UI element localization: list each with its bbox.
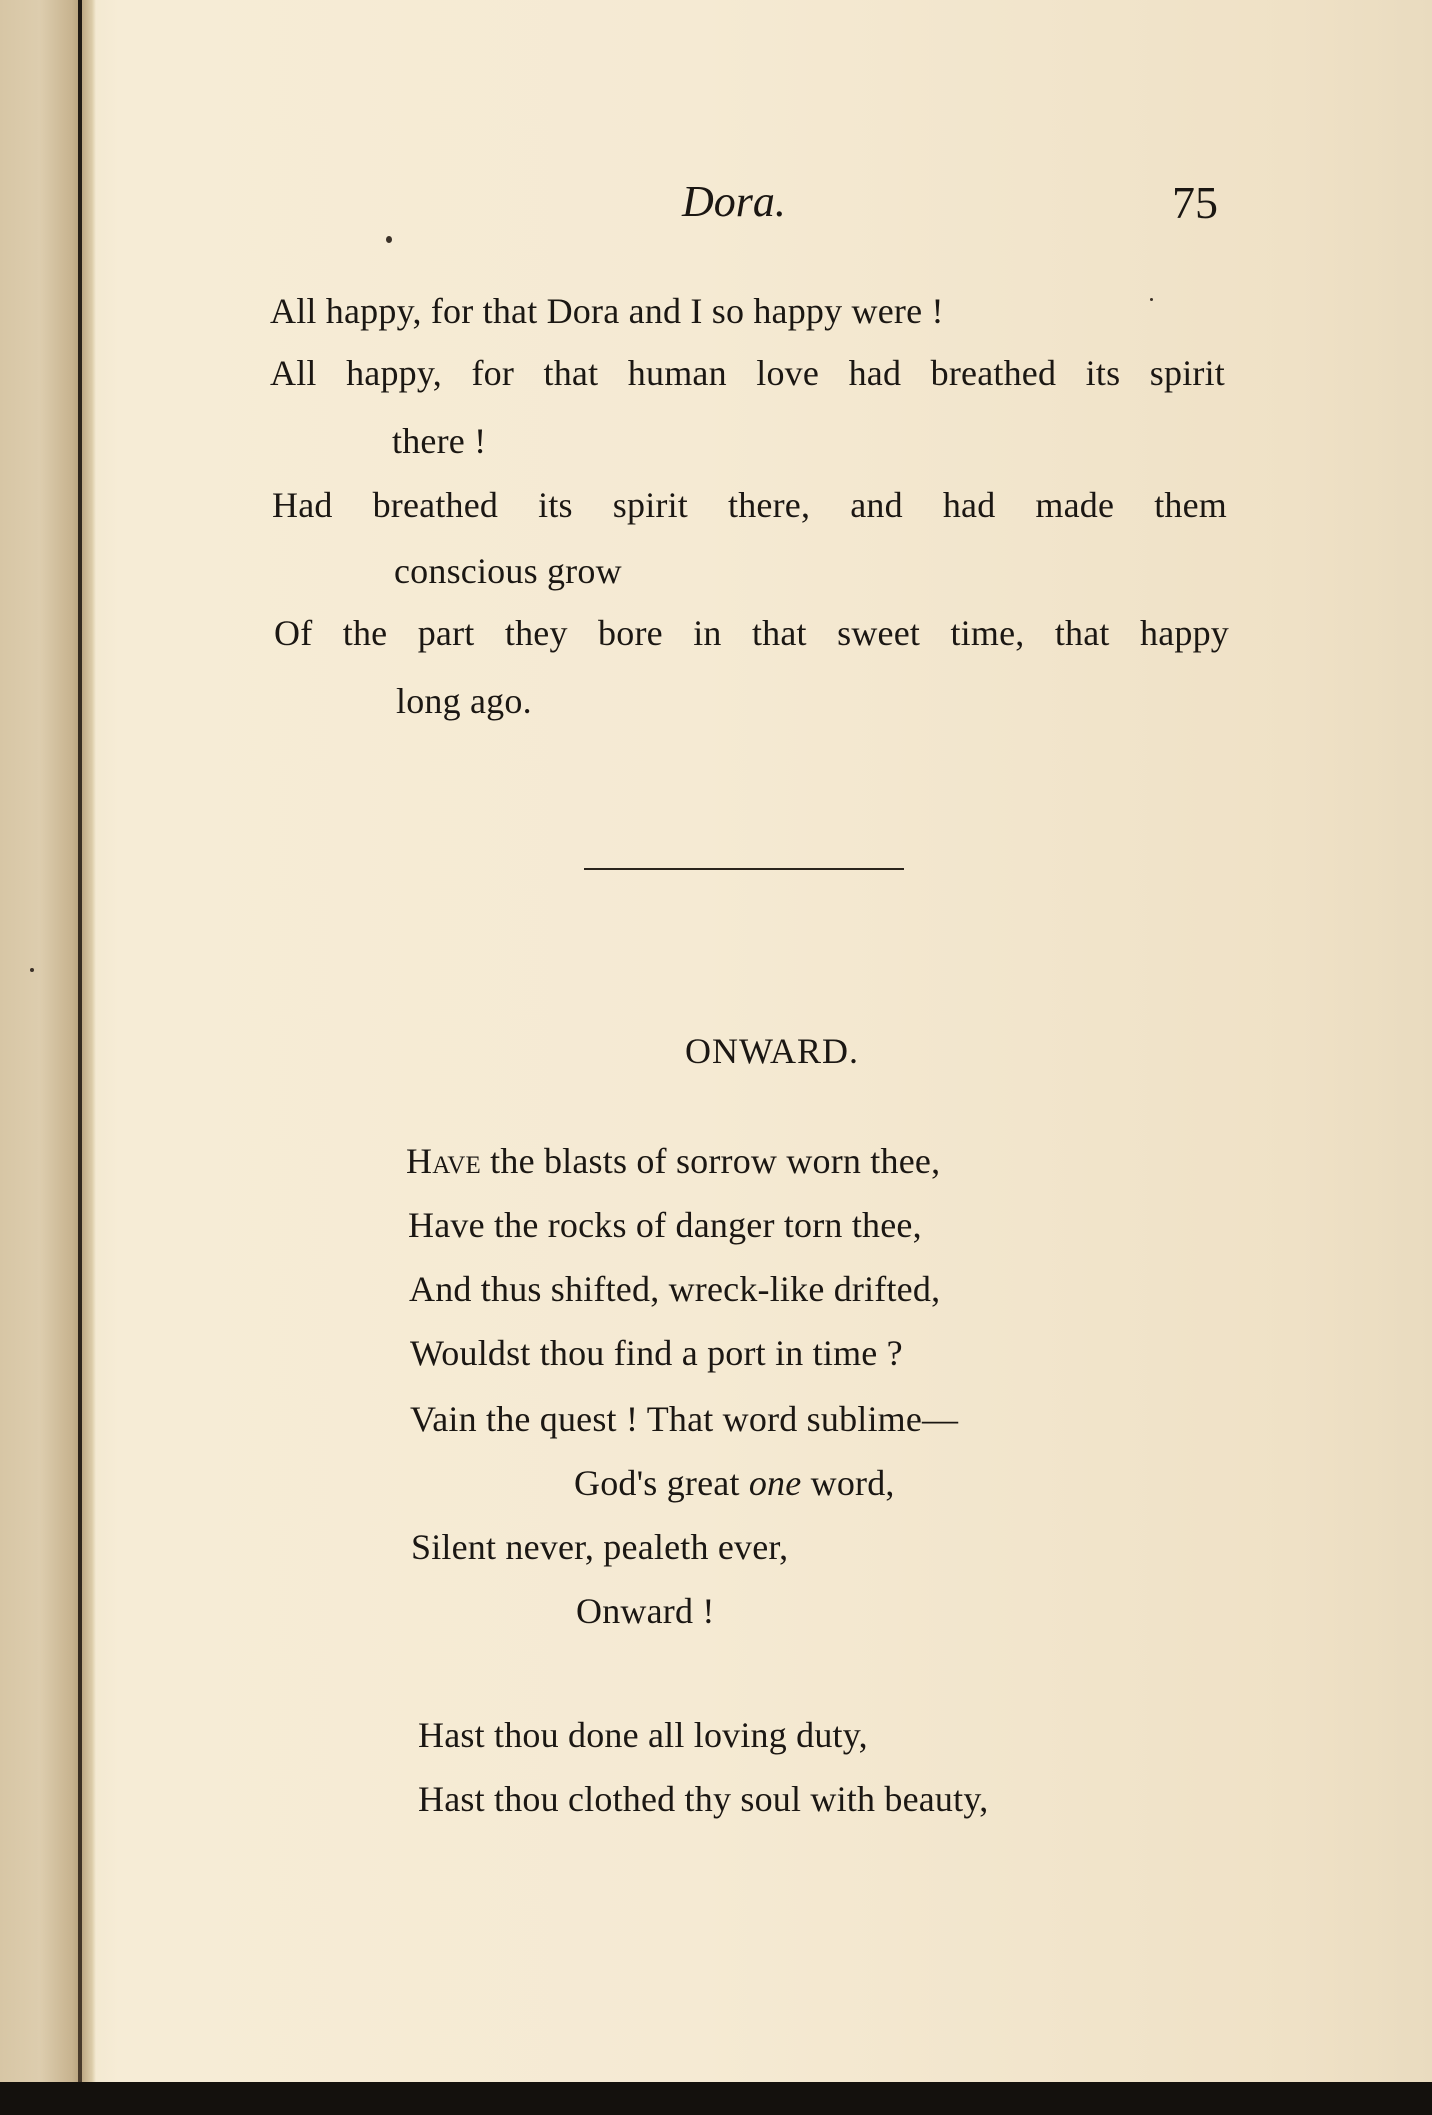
refrain-a-before: God's great [574,1463,749,1503]
ink-speck [386,236,392,243]
dora-line-1: All happy, for that Dora and I so happy were ! [270,291,944,331]
poem-title: ONWARD. [685,1031,859,1071]
poem-line-2: Have the rocks of danger torn thee, [408,1205,922,1245]
refrain-a-italic: one [748,1463,802,1503]
page-bottom-edge [0,2082,1432,2115]
page-number: 75 [1172,177,1218,228]
dora-line-3: there ! [392,421,487,461]
dora-line-6: Of the part they bore in that sweet time, that happy [274,613,1229,653]
poem-refrain-b: Silent never, pealeth ever, [411,1527,789,1567]
refrain-a-after: word, [801,1463,895,1503]
ink-speck [1150,298,1153,301]
dora-line-7: long ago. [396,681,532,721]
dora-line-2: All happy, for that human love had breathed its spirit [270,353,1225,393]
poem-stanza2-line-2: Hast thou clothed thy soul with beauty, [418,1779,989,1819]
poem-line-5: Vain the quest ! That word sublime— [410,1399,959,1439]
poem-refrain-c: Onward ! [576,1591,715,1631]
dora-line-5: conscious grow [394,551,622,591]
poem-refrain-a [574,1462,895,1504]
running-title: Dora. [682,177,786,226]
dora-line-4: Had breathed its spirit there, and had made them [272,485,1227,525]
poem-line-1 [406,1140,940,1182]
poem-line-4: Wouldst thou find a port in time ? [410,1333,903,1373]
poem-line-3: And thus shifted, wreck-like drifted, [409,1269,941,1309]
poem-first-word: Have [406,1141,481,1181]
poem-stanza2-line-1: Hast thou done all loving duty, [418,1715,868,1755]
section-divider [584,868,904,870]
poem-first-line-rest: the blasts of sorrow worn thee, [480,1141,941,1181]
ink-speck [30,968,34,972]
